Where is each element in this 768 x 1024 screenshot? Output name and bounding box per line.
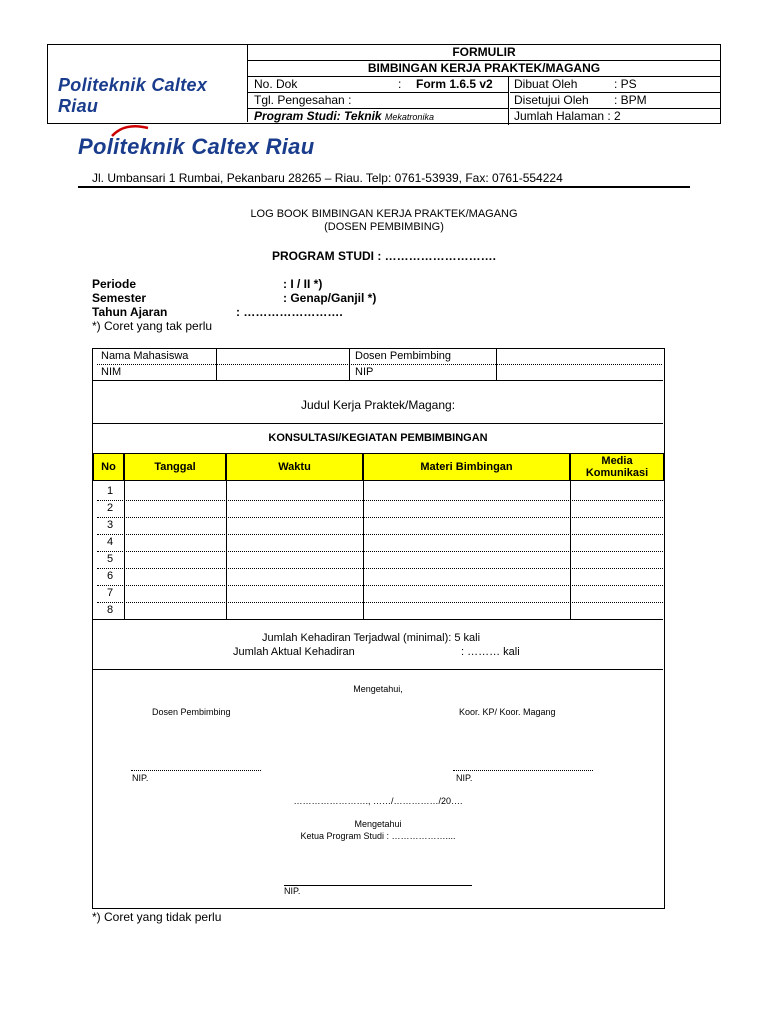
nip-label: NIP (355, 366, 374, 378)
mengetahui2-label: Mengetahui (354, 819, 402, 829)
doc-title: LOG BOOK BIMBINGAN KERJA PRAKTEK/MAGANG (250, 208, 518, 220)
date-line: ……………………., ……/……………/20…. (293, 796, 463, 806)
semester-label: Semester (92, 291, 147, 305)
col-tanggal: Tanggal (124, 453, 226, 481)
coret-note: *) Coret yang tak perlu (92, 319, 213, 333)
header-logo: Politeknik Caltex Riau (58, 75, 208, 116)
periode-label: Periode (92, 277, 137, 291)
ketua-signature-line (284, 885, 472, 886)
konsultasi-heading: KONSULTASI/KEGIATAN PEMBIMBINGAN (268, 432, 488, 444)
main-logo: Politeknik Caltex Riau (78, 134, 315, 159)
col-materi: Materi Bimbingan (363, 453, 570, 481)
no-dok-label: No. Dok (254, 77, 298, 91)
form-subtitle: BIMBINGAN KERJA PRAKTEK/MAGANG (248, 61, 720, 77)
tgl-cell (248, 93, 509, 109)
prodi-value: Mekatronika (384, 112, 434, 122)
tgl-label: Tgl. Pengesahan : (254, 93, 352, 107)
no-dok-cell (248, 77, 509, 93)
row-number: 1 (106, 485, 114, 497)
row-number: 4 (106, 536, 114, 548)
form-title: FORMULIR (248, 45, 720, 61)
kehadiran-aktual-label: Jumlah Aktual Kehadiran (233, 646, 355, 658)
kehadiran-terjadwal: Jumlah Kehadiran Terjadwal (minimal): 5 kali (262, 632, 481, 644)
row-number: 2 (106, 502, 114, 514)
logbook-form (92, 348, 665, 909)
footer-note: *) Coret yang tidak perlu (92, 910, 222, 924)
program-studi: PROGRAM STUDI : ………………………. (272, 249, 496, 263)
dosen-signature-line (131, 770, 261, 771)
jumlah-halaman: Jumlah Halaman : 2 (514, 109, 621, 123)
nip-right: NIP. (456, 773, 473, 783)
koor-sign-label: Koor. KP/ Koor. Magang (459, 707, 556, 717)
dosen-sign-label: Dosen Pembimbing (152, 707, 231, 717)
col-no: No (93, 453, 124, 481)
prodi-cell (248, 109, 509, 125)
nip-left: NIP. (132, 773, 149, 783)
tahun-value: : ……………………. (236, 305, 343, 319)
doc-subtitle: (DOSEN PEMBIMBING) (324, 221, 444, 233)
nama-mahasiswa-label: Nama Mahasiswa (101, 350, 189, 362)
periode-value: : I / II *) (283, 277, 323, 291)
header-logo-cell (48, 45, 248, 122)
row-number: 7 (106, 587, 114, 599)
jumlah-halaman-cell (510, 109, 720, 125)
koor-signature-line (453, 770, 593, 771)
document-header (47, 44, 721, 124)
row-number: 5 (106, 553, 114, 565)
disetujui-cell (510, 93, 720, 109)
logo-swoosh-icon (110, 124, 150, 138)
prodi-label: Program Studi: Teknik (254, 109, 382, 123)
mengetahui-label: Mengetahui, (353, 684, 403, 694)
row-number: 3 (106, 519, 114, 531)
tahun-label: Tahun Ajaran (92, 305, 168, 319)
dosen-pembimbing-label: Dosen Pembimbing (355, 350, 451, 362)
semester-value: : Genap/Ganjil *) (283, 291, 377, 305)
no-dok-sep: : (398, 77, 402, 91)
nip-bottom: NIP. (284, 886, 301, 896)
judul-label: Judul Kerja Praktek/Magang: (300, 398, 456, 412)
address-divider (78, 186, 690, 188)
col-media: Media Komunikasi (570, 453, 664, 481)
no-dok-value: Form 1.6.5 v2 (416, 77, 493, 91)
col-waktu: Waktu (226, 453, 363, 481)
kehadiran-aktual-value: : ……… kali (461, 646, 520, 658)
row-number: 8 (106, 604, 114, 616)
dibuat-value: : PS (614, 77, 637, 91)
dibuat-label: Dibuat Oleh (514, 77, 578, 91)
address: Jl. Umbansari 1 Rumbai, Pekanbaru 28265 – Riau. Telp: 0761-53939, Fax: 0761-554224 (92, 171, 563, 185)
row-number: 6 (106, 570, 114, 582)
ketua-prodi-label: Ketua Program Studi : ……………….... (300, 831, 456, 841)
disetujui-label: Disetujui Oleh (514, 93, 589, 107)
dibuat-cell (510, 77, 720, 93)
nim-label: NIM (101, 366, 122, 378)
disetujui-value: : BPM (614, 93, 647, 107)
